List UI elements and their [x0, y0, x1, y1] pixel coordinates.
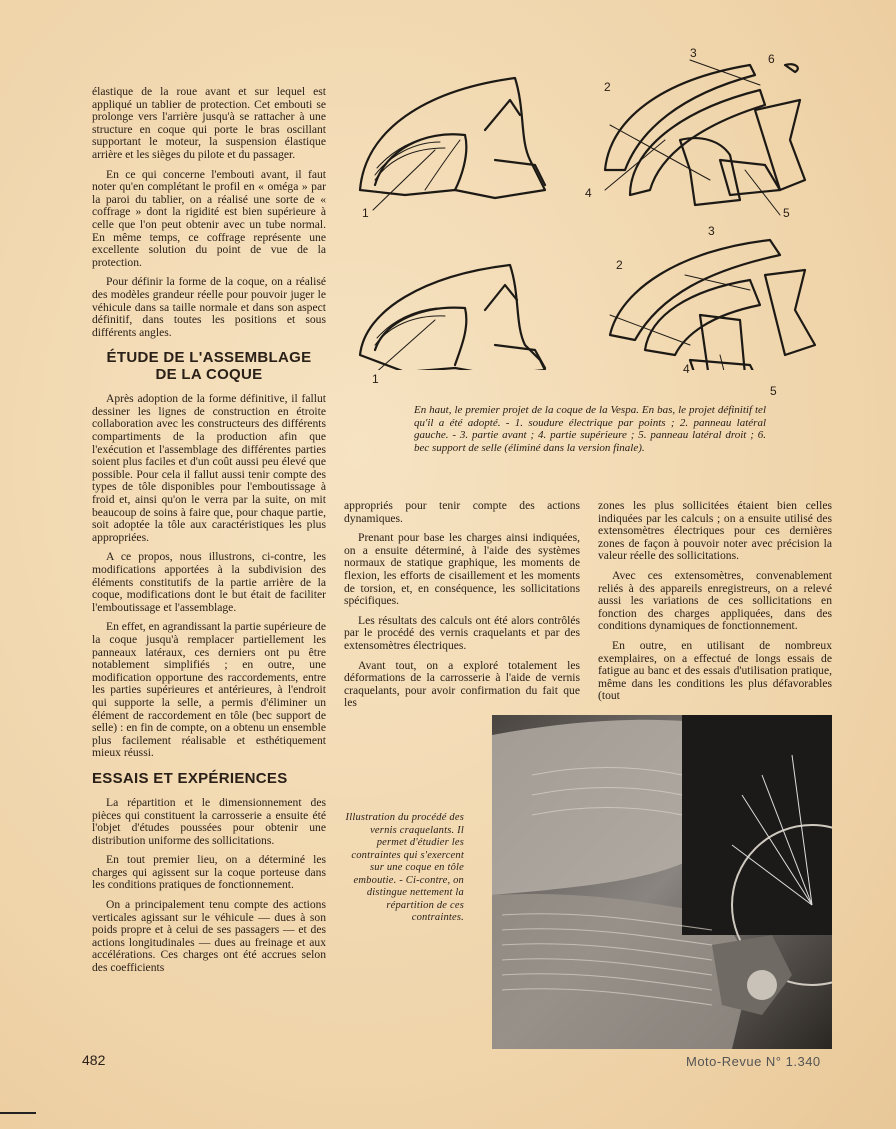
heading-line: ÉTUDE DE L'ASSEMBLAGE: [106, 349, 312, 367]
paragraph: Avec ces extensomètres, convenablement reliés à des appareils enregistreurs, on a relevé aussi les variations de ces sollicitations en fonction des charges appliquées, dans des conditions dynamiques de fonctionnement.: [598, 568, 832, 633]
paragraph: Après adoption de la forme définitive, il fallut dessiner les lignes de construction en étroite collaboration avec les constructeurs des différents compartiments de la production afin que l'exécution et l'assemblage des différentes parties soient plus faciles et d'un coût aussi peu élevé que possible. Pour cela il fallut aussi tenir compte des types de tôle disponibles pour l'emboutissage à froid et, ainsi qu'on le verra par la suite, on mit beaucoup de soins à faire que, pour chaque partie, soit adoptée la tôle aux caractéristiques les plus appropriées.: [92, 392, 326, 544]
photo-caption: Illustration du procédé des vernis craquelants. Il permet d'étudier les contraintes qui s'exercent sur une coque en tôle emboutie. - Ci-contre, on distingue nettement la répartition de ces contraintes.: [345, 812, 464, 923]
paragraph: Avant tout, on a exploré totalement les déformations de la carrosserie à l'aide de vernis craquelants, pour avoir confirmation du fait que les: [344, 658, 580, 710]
figure-label: 4: [585, 186, 592, 200]
column-2: [344, 500, 580, 717]
section-heading-essais: ESSAIS ET EXPÉRIENCES: [92, 769, 288, 787]
paragraph: En outre, en utilisant de nombreux exemplaires, on a effectué de longs essais de fatigue au banc et des essais d'utilisation pratique, même dans les conditions les plus défavorables (tout: [598, 638, 832, 703]
figure-label: 2: [604, 80, 611, 94]
drawing-final-design-exploded: [610, 240, 815, 370]
drawing-first-project-exploded: [605, 60, 805, 215]
column-1: [92, 86, 326, 982]
drawing-final-design-assembled: [360, 265, 545, 370]
figure-label: 6: [768, 52, 775, 66]
photo-illustration: [492, 715, 832, 1049]
figure-label: 4: [683, 362, 690, 376]
magazine-issue: Moto-Revue N° 1.340: [686, 1054, 821, 1069]
paragraph: En effet, en agrandissant la partie supérieure de la coque jusqu'à remplacer partiellement les panneaux latéraux, ces derniers ont pu être notablement simplifiés ; en outre, une modification opportune des raccordements, entre les parties supérieures et antérieures, à l'endroit qui supporte la selle, a permis d'éliminer un élément de raccordement en tôle (bec support de selle) : en fin de compte, on a obtenu un ensemble plus facilement réalisable et esthétiquement mieux réussi.: [92, 620, 326, 760]
paragraph: Les résultats des calculs ont été alors contrôlés par le procédé des vernis craquelants et par des extensomètres électriques.: [344, 613, 580, 652]
figure-label: 3: [708, 224, 715, 238]
edge-rule: [0, 1112, 36, 1114]
paragraph: Pour définir la forme de la coque, on a réalisé des modèles grandeur réelle pour pouvoir juger le véhicule dans sa taille normale et dans son aspect définitif, dans toutes les positions et sous différents angles.: [92, 275, 326, 339]
figure-label: 3: [690, 46, 697, 60]
page-number: 482: [82, 1052, 106, 1068]
drawing-first-project-assembled: [360, 78, 545, 210]
figure-label: 1: [372, 372, 379, 386]
paragraph: Prenant pour base les charges ainsi indiquées, on a ensuite déterminé, à l'aide des systèmes normaux de statique graphique, les moments de flexion, les efforts de cisaillement et les moments de torsion, et, en conséquence, les sollicitations spécifiques.: [344, 531, 580, 608]
paragraph: La répartition et le dimensionnement des pièces qui constituent la carrosserie a ensuite été l'objet d'études poussées pour obtenir une distribution uniforme des sollicitations.: [92, 795, 326, 847]
paragraph: appropriés pour tenir compte des actions dynamiques.: [344, 499, 580, 525]
figure-label: 5: [770, 384, 777, 398]
column-3: [598, 500, 832, 710]
paragraph: En ce qui concerne l'embouti avant, il faut noter qu'en complétant le profil en « oméga » par la paroi du tablier, on a réalisé une sorte de « coffrage » dont la rigidité est bien supérieure à celle que l'on peut obtenir avec un tube normal. En même temps, ce coffrage représente une excellente solution du point de vue de la protection.: [92, 167, 326, 269]
figure-label: 2: [616, 258, 623, 272]
paragraph: élastique de la roue avant et sur lequel est appliqué un tablier de protection. Cet embouti se prolonge vers l'arrière jusqu'à se rattacher à une structure en coque qui porte le bras oscillant supportant le moteur, la suspension élastique arrière et les sièges du pilote et du passager.: [92, 85, 326, 161]
paragraph: A ce propos, nous illustrons, ci-contre, les modifications apportées à la subdivision des éléments constitutifs de la partie arrière de la coque, modifications dont le but était de faciliter l'emboutissage et l'assemblage.: [92, 550, 326, 614]
figure-label: 5: [783, 206, 790, 220]
paragraph: En tout premier lieu, on a déterminé les charges qui agissent sur la coque porteuse dans les conditions pratiques de fonctionnement.: [92, 853, 326, 892]
figure-caption: En haut, le premier projet de la coque de la Vespa. En bas, le projet définitif tel qu'il a été adopté. - 1. soudure électrique par points ; 2. panneau latéral gauche. - 3. partie avant ; 4. partie supérieure ; 5. panneau latéral droit ; 6. bec support de selle (éliminé dans la version finale).: [414, 404, 766, 454]
heading-line: DE LA COQUE: [155, 366, 263, 384]
figure-label: 1: [362, 206, 369, 220]
section-heading-assemblage: [92, 349, 326, 383]
paragraph: zones les plus sollicitées étaient bien celles indiquées par les calculs ; on a ensuite utilisé des extensomètres électriques pour ces dernières zones de façon à pouvoir noter avec précision la valeur réelle des sollicitations.: [598, 499, 832, 563]
crackle-varnish-photo: [492, 715, 832, 1049]
vespa-shell-drawings: [345, 40, 845, 370]
paragraph: On a principalement tenu compte des actions verticales agissant sur le véhicule — dues à son poids propre et à celui de ses passagers — et des actions longitudinales — dues au freinage et aux accélérations. Ces charges ont été accrues selon des coefficients: [92, 898, 326, 975]
